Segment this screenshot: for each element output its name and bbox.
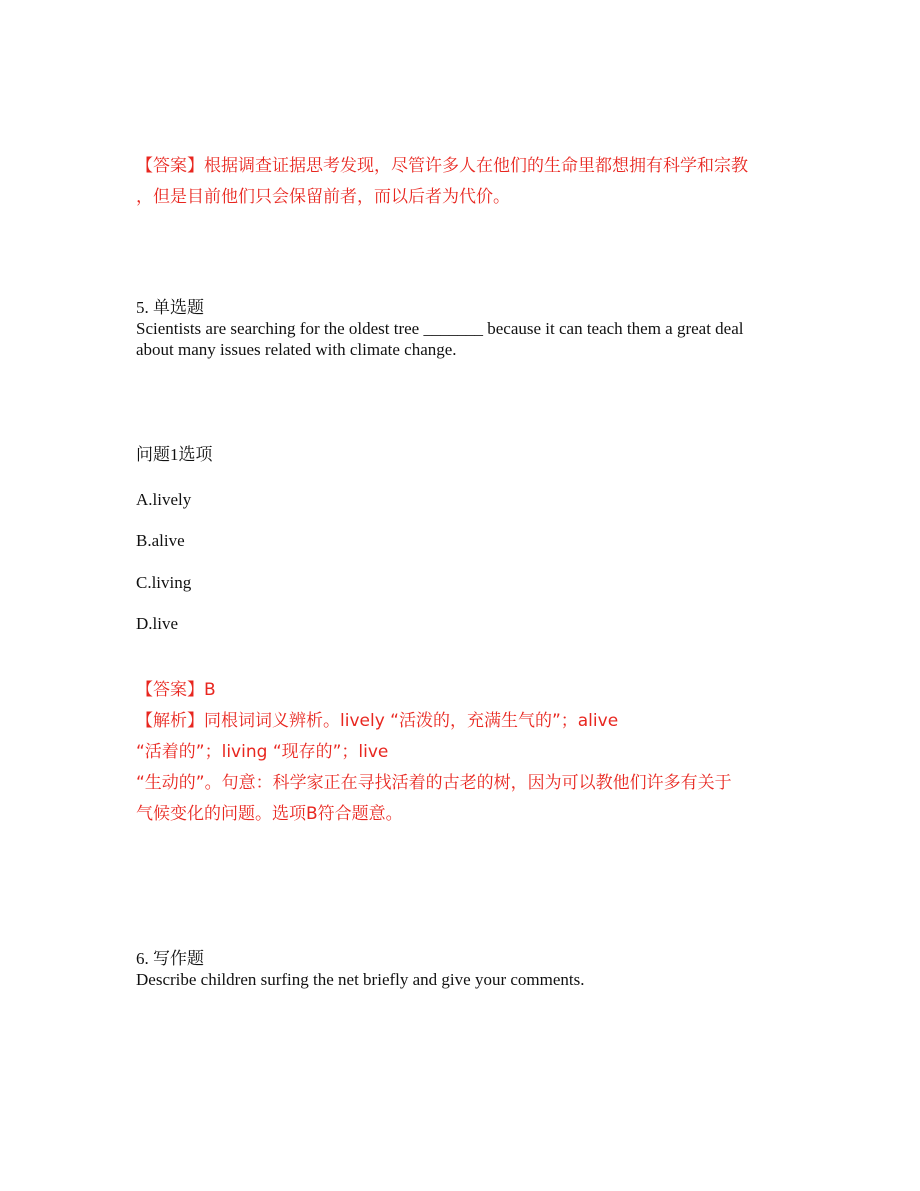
answer-line-2: ，但是目前他们只会保留前者，而以后者为代价。 [136, 187, 510, 207]
answer: 【答案】B [136, 680, 216, 700]
option-c[interactable]: C.living [136, 573, 192, 592]
options-label: 问题1选项 [136, 445, 213, 464]
question-6-text: Describe children surfing the net briefly and give your comments. [136, 970, 585, 989]
question-5-heading: 5. 单选题 [136, 298, 204, 317]
option-a[interactable]: A.lively [136, 490, 192, 509]
question-5-text-line-1: Scientists are searching for the oldest tree _______ because it can teach them a great deal [136, 319, 744, 338]
analysis-line-2: “活着的”；living “现存的”；live [136, 742, 389, 762]
option-b[interactable]: B.alive [136, 531, 185, 550]
analysis-line-3: “生动的”。句意：科学家正在寻找活着的古老的树，因为可以教他们许多有关于 [136, 773, 732, 793]
answer-block-q4 [136, 151, 796, 213]
answer-line-1: 【答案】根据调查证据思考发现，尽管许多人在他们的生命里都想拥有科学和宗教 [136, 156, 748, 176]
question-6 [136, 948, 796, 990]
question-5 [136, 297, 796, 360]
question-5-text-line-2: about many issues related with climate change. [136, 340, 457, 359]
analysis-line-1: 【解析】同根词词义辨析。lively “活泼的，充满生气的”；alive [136, 711, 619, 731]
question-6-heading: 6. 写作题 [136, 949, 204, 968]
option-d[interactable]: D.live [136, 614, 179, 633]
analysis-line-4: 气候变化的问题。选项B符合题意。 [136, 804, 403, 824]
answer-block-q5 [136, 675, 796, 830]
